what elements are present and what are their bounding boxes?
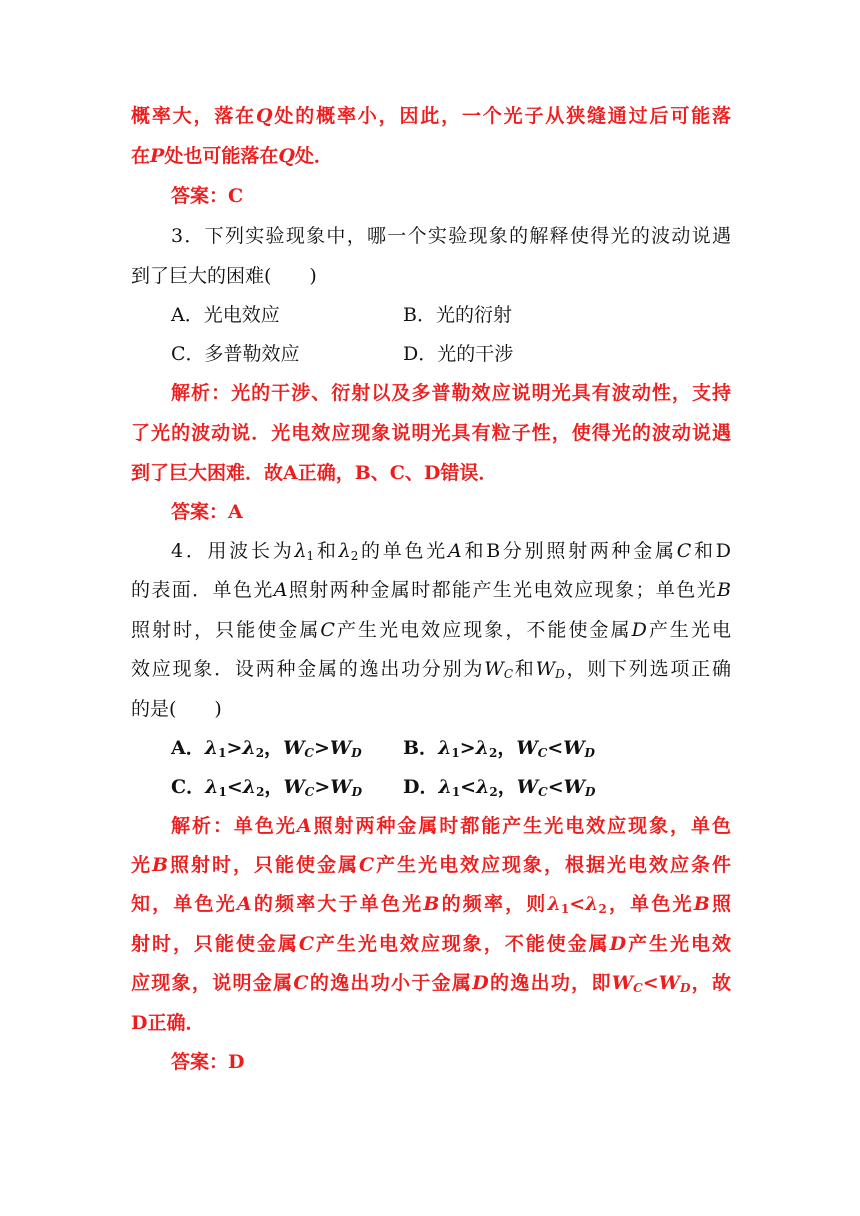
q4-analysis-line-4: 射时，只能使金属C产生光电效应现象，不能使金属D产生光电效 <box>131 933 731 955</box>
q3-analysis-line-3: 到了巨大困难．故A正确，B、C、D错误． <box>131 462 498 484</box>
q3-option-d: D．光的干涉 <box>403 343 514 365</box>
q4-option-c: C．$\lambda_1<\lambda_2$，$W_C>W_D$ <box>171 776 363 799</box>
q4-analysis-line-2: 光B照射时，只能使金属C产生光电效应现象，根据光电效应条件 <box>131 854 731 876</box>
q4-option-d: D．$\lambda_1<\lambda_2$，$W_C<W_D$ <box>403 776 596 799</box>
q4-analysis-line-3: 知，单色光A的频率大于单色光B的频率，则$\lambda_1<\lambda_2$，单色光B照 <box>131 893 731 916</box>
q2-analysis-line-2: 在P处也可能落在Q处． <box>131 145 333 167</box>
q2-answer: 答案：C <box>171 185 244 207</box>
q3-answer: 答案：A <box>171 501 243 523</box>
q4-option-a: A．$\lambda_1>\lambda_2$，$W_C>W_D$ <box>171 737 362 760</box>
q4-analysis-line-1: 解析：单色光A照射两种金属时都能产生光电效应现象，单色 <box>171 815 731 837</box>
q4-stem-line-2: 的表面．单色光A照射两种金属时都能产生光电效应现象；单色光B <box>131 579 731 601</box>
q3-option-a: A．光电效应 <box>171 304 280 326</box>
q3-stem-line-2: 到了巨大的困难( ) <box>131 265 317 287</box>
q3-stem-line-1: 3．下列实验现象中，哪一个实验现象的解释使得光的波动说遇 <box>171 225 731 247</box>
q4-stem-line-4: 效应现象．设两种金属的逸出功分别为$W_C$和$W_D$，则下列选项正确 <box>131 658 731 681</box>
q3-option-c: C．多普勒效应 <box>171 343 300 365</box>
q4-stem-line-3: 照射时，只能使金属C产生光电效应现象，不能使金属D产生光电 <box>131 619 731 641</box>
q3-analysis-line-1: 解析：光的干涉、衍射以及多普勒效应说明光具有波动性，支持 <box>171 382 731 404</box>
q2-analysis-line-1: 概率大，落在Q处的概率小，因此，一个光子从狭缝通过后可能落 <box>131 105 731 127</box>
q4-answer: 答案：D <box>171 1051 245 1073</box>
q4-stem-line-1: 4．用波长为$\lambda_1$和$\lambda_2$的单色光A和B分别照射两种金属C和D <box>171 540 731 563</box>
q4-analysis-line-5: 应现象，说明金属C的逸出功小于金属D的逸出功，即$W_C<W_D$，故 <box>131 972 731 995</box>
q4-option-b: B．$\lambda_1>\lambda_2$，$W_C<W_D$ <box>403 737 595 760</box>
q3-option-b: B．光的衍射 <box>403 304 512 326</box>
q4-stem-line-5: 的是( ) <box>131 698 222 720</box>
q4-analysis-line-6: D正确． <box>131 1012 205 1034</box>
q3-analysis-line-2: 了光的波动说．光电效应现象说明光具有粒子性，使得光的波动说遇 <box>131 422 731 444</box>
